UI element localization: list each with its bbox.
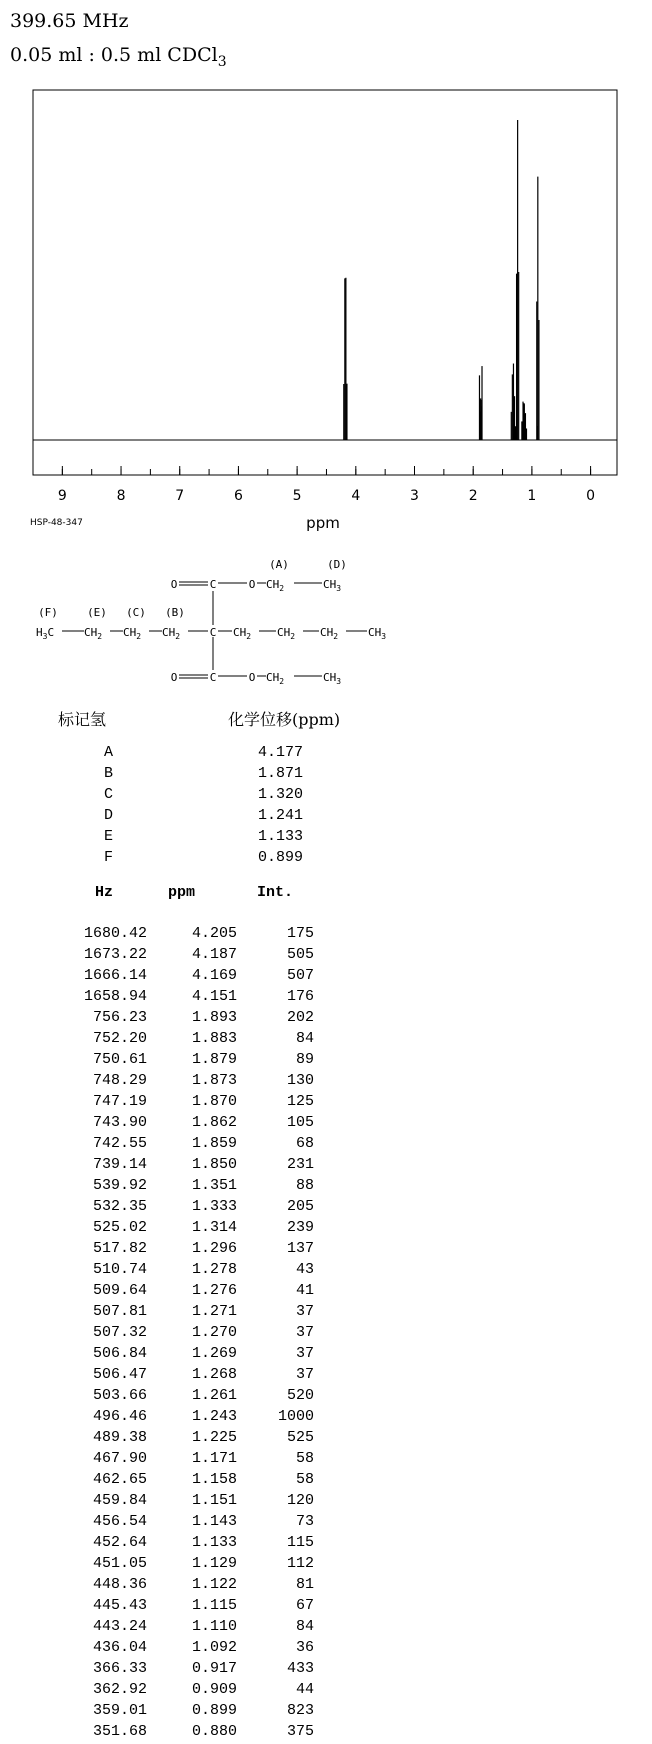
atom-o-bot: O [170, 671, 178, 684]
label-c: (C) [126, 606, 146, 619]
atom-o-top-ester: O [248, 578, 256, 591]
peak-int: 36 [295, 1639, 314, 1656]
peak-header-ppm: ppm [168, 884, 196, 901]
atom-ch2-r1: $CH_2$ [233, 626, 252, 641]
peak-ppm: 1.158 [191, 1471, 237, 1488]
peak-hz: 506.47 [92, 1366, 147, 1383]
assignment-label: D [104, 807, 114, 824]
peak-header-hz: Hz [95, 884, 114, 901]
atom-ch2-top: $CH_2$ [266, 578, 285, 593]
peak-ppm: 1.862 [191, 1114, 237, 1131]
peak-hz: 747.19 [92, 1093, 147, 1110]
plot-frame [33, 90, 617, 475]
peak-int: 58 [295, 1450, 314, 1467]
peak-ppm: 1.278 [191, 1261, 237, 1278]
peak-int: 176 [286, 988, 314, 1005]
peak-int: 37 [295, 1303, 314, 1320]
peak-hz: 445.43 [92, 1597, 147, 1614]
peak-int: 105 [286, 1114, 314, 1131]
peak-hz: 517.82 [92, 1240, 147, 1257]
peak-hz: 739.14 [92, 1156, 147, 1173]
peak-hz: 756.23 [92, 1009, 147, 1026]
peak-int: 37 [295, 1324, 314, 1341]
peak-hz: 467.90 [92, 1450, 147, 1467]
peak-ppm: 1.850 [191, 1156, 237, 1173]
peak-hz: 443.24 [92, 1618, 147, 1635]
x-tick-label: 2 [468, 488, 478, 504]
peak-hz: 359.01 [92, 1702, 147, 1719]
assignment-shift: 1.241 [258, 807, 304, 824]
peak-ppm: 1.115 [191, 1597, 237, 1614]
peak-int: 239 [286, 1219, 314, 1236]
assignment-header-label: 标记氢 [58, 710, 107, 729]
peak-hz: 1673.22 [83, 946, 147, 963]
peak-ppm: 1.873 [191, 1072, 237, 1089]
peak-int: 205 [286, 1198, 314, 1215]
peak-hz: 1658.94 [83, 988, 147, 1005]
label-f: (F) [38, 606, 58, 619]
solvent-text: 0.05 ml : 0.5 ml CDCl [10, 44, 218, 66]
peak-hz: 748.29 [92, 1072, 147, 1089]
peak-ppm: 1.143 [191, 1513, 237, 1530]
peak-hz: 351.68 [92, 1723, 147, 1740]
peak-int: 112 [286, 1555, 314, 1572]
peak-hz: 532.35 [92, 1198, 147, 1215]
spectrum-code: HSP-48-347 [30, 518, 83, 528]
peak-ppm: 1.133 [191, 1534, 237, 1551]
peak-int: 58 [295, 1471, 314, 1488]
peak-int: 81 [295, 1576, 314, 1593]
peak-hz: 489.38 [92, 1429, 147, 1446]
peak-ppm: 1.151 [191, 1492, 237, 1509]
peak-ppm: 1.122 [191, 1576, 237, 1593]
atom-c-top: C [209, 578, 217, 591]
peak-int: 37 [295, 1345, 314, 1362]
atom-ch3-r: $CH_3$ [368, 626, 387, 641]
peak-ppm: 1.225 [191, 1429, 237, 1446]
peak-ppm: 1.883 [191, 1030, 237, 1047]
peak-hz: 506.84 [92, 1345, 147, 1362]
peak-int: 505 [286, 946, 314, 963]
peak-ppm: 0.917 [191, 1660, 237, 1677]
atom-h3c: $H_3C$ [36, 626, 55, 641]
peak-int: 41 [295, 1282, 314, 1299]
assignment-shift: 1.871 [258, 765, 304, 782]
peak-hz: 510.74 [92, 1261, 147, 1278]
atom-ch2-bot: $CH_2$ [266, 671, 285, 686]
peak-hz: 436.04 [92, 1639, 147, 1656]
peak-hz: 451.05 [92, 1555, 147, 1572]
x-tick-label: 4 [351, 488, 361, 504]
peak-int: 175 [286, 925, 314, 942]
peak-int: 37 [295, 1366, 314, 1383]
assignment-label: C [104, 786, 114, 803]
label-d: (D) [327, 558, 347, 571]
assignment-label: E [104, 828, 114, 845]
x-tick-label: 1 [527, 488, 537, 504]
x-tick-label: 3 [410, 488, 419, 504]
molecule-structure [0, 548, 652, 686]
peak-hz: 462.65 [92, 1471, 147, 1488]
peak-ppm: 4.151 [191, 988, 237, 1005]
x-axis-tick-labels [58, 488, 595, 504]
peak-ppm: 1.261 [191, 1387, 237, 1404]
peak-int: 84 [295, 1618, 314, 1635]
x-axis-label: ppm [306, 514, 340, 532]
peak-int: 137 [286, 1240, 314, 1257]
peak-int: 44 [295, 1681, 314, 1698]
peak-hz: 366.33 [92, 1660, 147, 1677]
peak-hz: 459.84 [92, 1492, 147, 1509]
peak-int: 125 [286, 1093, 314, 1110]
peak-hz: 1680.42 [83, 925, 147, 942]
peak-ppm: 4.169 [191, 967, 237, 984]
peak-ppm: 0.899 [191, 1702, 237, 1719]
atom-ch2-b: $CH_2$ [162, 626, 181, 641]
peak-ppm: 1.092 [191, 1639, 237, 1656]
peak-hz: 507.32 [92, 1324, 147, 1341]
peak-ppm: 1.276 [191, 1282, 237, 1299]
peak-int: 73 [295, 1513, 314, 1530]
assignment-shift: 0.899 [258, 849, 304, 866]
atom-ch2-r2: $CH_2$ [277, 626, 296, 641]
assignment-label: F [104, 849, 114, 866]
label-b: (B) [165, 606, 185, 619]
peak-hz: 509.64 [92, 1282, 147, 1299]
peak-int: 231 [286, 1156, 314, 1173]
assignment-label: B [104, 765, 114, 782]
peak-hz: 750.61 [92, 1051, 147, 1068]
atom-ch3-bot: $CH_3$ [323, 671, 342, 686]
x-tick-label: 0 [586, 488, 596, 504]
atom-o-bot-ester: O [248, 671, 256, 684]
x-tick-label: 6 [233, 488, 243, 504]
peak-ppm: 1.269 [191, 1345, 237, 1362]
peak-hz: 452.64 [92, 1534, 147, 1551]
peak-header-int: Int. [257, 884, 294, 901]
peak-int: 1000 [277, 1408, 314, 1425]
peak-int: 507 [286, 967, 314, 984]
atom-ch3-top: $CH_3$ [323, 578, 342, 593]
peak-int: 115 [286, 1534, 314, 1551]
peak-ppm: 1.870 [191, 1093, 237, 1110]
peak-int: 130 [286, 1072, 314, 1089]
spectrometer-frequency: 399.65 MHz [10, 10, 129, 32]
x-tick-label: 5 [292, 488, 302, 504]
peak-hz: 1666.14 [83, 967, 147, 984]
peak-int: 89 [295, 1051, 314, 1068]
atom-o-top: O [170, 578, 178, 591]
peak-ppm: 1.171 [191, 1450, 237, 1467]
atom-ch2-c: $CH_2$ [123, 626, 142, 641]
atom-ch2-e: $CH_2$ [84, 626, 103, 641]
peak-hz: 448.36 [92, 1576, 147, 1593]
x-tick-label: 7 [175, 488, 185, 504]
assignment-shift: 1.133 [258, 828, 304, 845]
peak-ppm: 1.859 [191, 1135, 237, 1152]
peak-hz: 742.55 [92, 1135, 147, 1152]
atom-ch2-r3: $CH_2$ [320, 626, 339, 641]
x-tick-label: 8 [116, 488, 126, 504]
peak-ppm: 1.268 [191, 1366, 237, 1383]
peak-ppm: 1.333 [191, 1198, 237, 1215]
peak-ppm: 1.270 [191, 1324, 237, 1341]
peak-hz: 507.81 [92, 1303, 147, 1320]
peak-int: 84 [295, 1030, 314, 1047]
peak-int: 88 [295, 1177, 314, 1194]
assignment-shift: 1.320 [258, 786, 304, 803]
peak-int: 520 [286, 1387, 314, 1404]
peak-ppm: 1.296 [191, 1240, 237, 1257]
peak-ppm: 0.909 [191, 1681, 237, 1698]
peak-ppm: 1.110 [191, 1618, 237, 1635]
peak-int: 823 [286, 1702, 314, 1719]
peak-int: 525 [286, 1429, 314, 1446]
label-e: (E) [87, 606, 107, 619]
peak-int: 202 [286, 1009, 314, 1026]
peak-ppm: 1.351 [191, 1177, 237, 1194]
label-a: (A) [269, 558, 289, 571]
solvent-subscript: 3 [217, 53, 227, 70]
peak-hz: 743.90 [92, 1114, 147, 1131]
peak-ppm: 1.879 [191, 1051, 237, 1068]
peak-ppm: 1.271 [191, 1303, 237, 1320]
x-tick-label: 9 [57, 488, 67, 504]
peak-ppm: 1.893 [191, 1009, 237, 1026]
peak-hz: 496.46 [92, 1408, 147, 1425]
peak-ppm: 1.314 [191, 1219, 237, 1236]
peak-int: 67 [295, 1597, 314, 1614]
peak-int: 120 [286, 1492, 314, 1509]
peak-ppm: 1.243 [191, 1408, 237, 1425]
peak-hz: 456.54 [92, 1513, 147, 1530]
assignment-header-shift: 化学位移(ppm) [228, 710, 341, 729]
peak-ppm: 1.129 [191, 1555, 237, 1572]
peak-hz: 503.66 [92, 1387, 147, 1404]
x-axis-ticks [33, 466, 591, 475]
peak-ppm: 4.187 [191, 946, 237, 963]
peak-int: 375 [286, 1723, 314, 1740]
peak-hz: 362.92 [92, 1681, 147, 1698]
nmr-spectrum-chart [0, 0, 652, 540]
atom-c-center: C [209, 626, 217, 639]
peak-int: 433 [286, 1660, 314, 1677]
spectrum-peaks [344, 120, 539, 440]
assignment-shift: 4.177 [258, 744, 304, 761]
peak-ppm: 4.205 [191, 925, 237, 942]
assignment-label: A [104, 744, 114, 761]
atom-c-bot: C [209, 671, 217, 684]
peak-int: 68 [295, 1135, 314, 1152]
peak-int: 43 [295, 1261, 314, 1278]
peak-hz: 752.20 [92, 1030, 147, 1047]
peak-hz: 525.02 [92, 1219, 147, 1236]
peak-ppm: 0.880 [191, 1723, 237, 1740]
peak-hz: 539.92 [92, 1177, 147, 1194]
